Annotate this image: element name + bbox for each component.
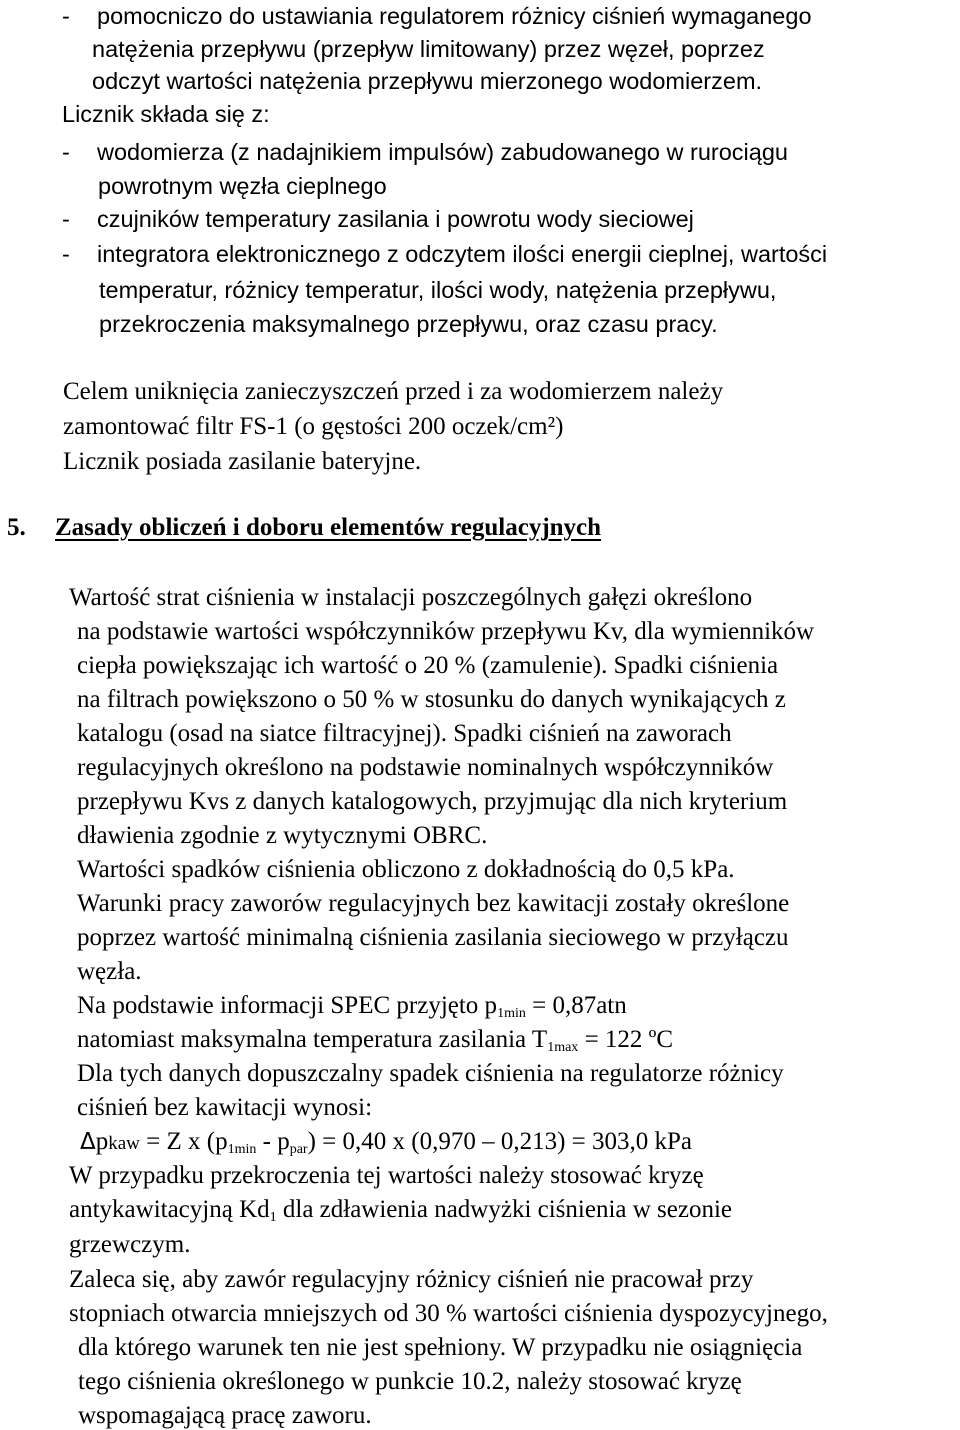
list-item-continuation: temperatur, różnicy temperatur, ilości wody, natężenia przepływu, (99, 277, 777, 303)
tmax-value: = 122 ºC (578, 1026, 674, 1053)
section-heading (7, 515, 601, 540)
body-line: na podstawie wartości współczynników przepływu Kv, dla wymienników (77, 618, 815, 645)
formula-line (80, 1128, 693, 1157)
body-line: dla którego warunek ten nie jest spełniony. W przypadku nie osiągnięcia (78, 1334, 803, 1361)
kd-suffix: dla zdławienia nadwyżki ciśnienia w sezonie (276, 1196, 733, 1223)
body-line: ciepła powiększając ich wartość o 20 % (zamulenie). Spadki ciśnienia (77, 652, 779, 679)
tmax-line (77, 1026, 674, 1055)
body-line: przepływu Kvs z danych katalogowych, przyjmując dla nich kryterium (77, 788, 788, 815)
kd-prefix: antykawitacyjną Kd (69, 1196, 270, 1223)
section-number: 5. (7, 514, 26, 541)
tmax-prefix: natomiast maksymalna temperatura zasilania T (77, 1026, 548, 1053)
list-item-continuation: natężenia przepływu (przepływ limitowany) przez węzeł, poprzez (92, 36, 765, 62)
body-line: Zaleca się, aby zawór regulacyjny różnicy ciśnień nie pracował przy (69, 1266, 754, 1293)
body-line: węzła. (77, 958, 142, 985)
filter-note-line: zamontować filtr FS-1 (o gęstości 200 oczek/cm²) (63, 413, 564, 440)
formula-result: ) = 0,40 x (0,970 – 0,213) = 303,0 kPa (307, 1128, 693, 1155)
formula-part1: = Z x (p (139, 1128, 228, 1155)
pmin-line (77, 992, 627, 1021)
bullet-dash: - (62, 3, 70, 29)
body-line: Dla tych danych dopuszczalny spadek ciśnienia na regulatorze różnicy (77, 1060, 784, 1087)
list-item-wodomierza (62, 141, 788, 165)
body-line: grzewczym. (69, 1231, 191, 1258)
body-line: poprzez wartość minimalną ciśnienia zasilania sieciowego w przyłączu (77, 924, 789, 951)
body-line: W przypadku przekroczenia tej wartości należy stosować kryzę (69, 1162, 704, 1189)
delta-symbol: Δ (80, 1129, 96, 1155)
body-line: dławienia zgodnie z wytycznymi OBRC. (77, 822, 488, 849)
body-line: Wartości spadków ciśnienia obliczono z dokładnością do 0,5 kPa. (77, 856, 735, 883)
list-item-continuation: odczyt wartości natężenia przepływu mierzonego wodomierzem. (92, 68, 763, 94)
body-line: Wartość strat ciśnienia w instalacji poszczególnych gałęzi określono (69, 584, 753, 611)
list-item-integratora (62, 243, 827, 267)
meter-intro: Licznik składa się z: (62, 101, 270, 127)
body-line: na filtrach powiększono o 50 % w stosunku do danych wynikających z (77, 686, 786, 713)
list-item-text: pomocniczo do ustawiania regulatorem różnicy ciśnień wymaganego (97, 3, 812, 29)
tmax-subscript: 1max (547, 1040, 579, 1055)
filter-note-line: Celem uniknięcia zanieczyszczeń przed i za wodomierzem należy (63, 378, 724, 405)
body-line: tego ciśnienia określonego w punkcie 10.2, należy stosować kryzę (78, 1368, 742, 1395)
list-item-continuation: przekroczenia maksymalnego przepływu, oraz czasu pracy. (99, 311, 718, 337)
body-line: regulacyjnych określono na podstawie nominalnych współczynników (77, 754, 774, 781)
formula-kaw: kaw (108, 1133, 140, 1154)
section-title: Zasady obliczeń i doboru elementów regulacyjnych (55, 514, 602, 541)
list-item-text: integratora elektronicznego z odczytem ilości energii cieplnej, wartości (97, 241, 828, 267)
list-item-text: czujników temperatury zasilania i powrotu wody sieciowej (97, 206, 694, 232)
kd-subscript: 1 (269, 1210, 277, 1225)
formula-sub-1min: 1min (227, 1142, 257, 1157)
battery-note-line: Licznik posiada zasilanie bateryjne. (63, 448, 422, 475)
formula-part2: - p (256, 1128, 290, 1155)
formula-p: p (95, 1128, 109, 1155)
list-item-czujnikow (62, 208, 694, 232)
pmin-value: = 0,87atn (525, 992, 627, 1019)
pmin-subscript: 1min (497, 1006, 526, 1021)
body-line: katalogu (osad na siatce filtracyjnej). Spadki ciśnień na zaworach (77, 720, 732, 747)
body-line: ciśnień bez kawitacji wynosi: (77, 1094, 373, 1121)
list-item-text: wodomierza (z nadajnikiem impulsów) zabudowanego w rurociągu (97, 139, 788, 165)
body-line: wspomagającą pracę zaworu. (78, 1402, 372, 1429)
bullet-dash: - (62, 206, 70, 232)
body-line: stopniach otwarcia mniejszych od 30 % wartości ciśnienia dyspozycyjnego, (69, 1300, 828, 1327)
list-item-pomocniczo (62, 5, 812, 29)
bullet-dash: - (62, 241, 70, 267)
body-line: Warunki pracy zaworów regulacyjnych bez kawitacji zostały określone (77, 890, 790, 917)
formula-sub-par: par (289, 1142, 308, 1157)
kd-line (69, 1196, 733, 1225)
pmin-prefix: Na podstawie informacji SPEC przyjęto p (77, 992, 498, 1019)
list-item-continuation: powrotnym węzła cieplnego (98, 173, 387, 199)
bullet-dash: - (62, 139, 70, 165)
